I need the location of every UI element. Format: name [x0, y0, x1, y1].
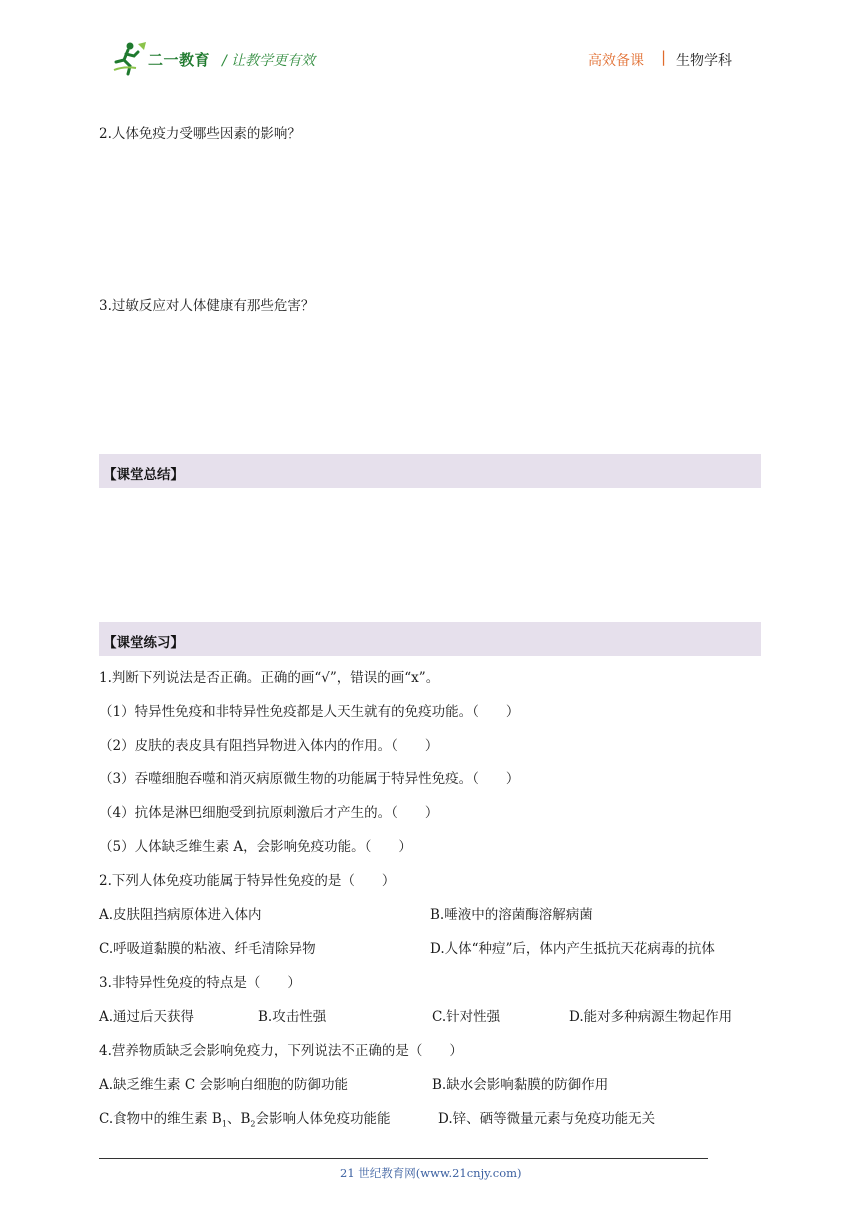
- section-practice-bar: [99, 622, 761, 656]
- practice-q2-option-a: A.皮肤阻挡病原体进入体内: [99, 907, 262, 923]
- logo-text: 二一教育: [148, 51, 211, 69]
- practice-q3-option-b: B.攻击性强: [258, 1009, 327, 1025]
- section-practice-title: 【课堂练习】: [103, 635, 184, 651]
- practice-q4-option-d: D.锌、硒等微量元素与免疫功能无关: [438, 1111, 656, 1127]
- practice-q2-option-c: C.呼吸道黏膜的粘液、纤毛清除异物: [99, 941, 316, 957]
- practice-q2-option-d: D.人体“种痘”后，体内产生抵抗天花病毒的抗体: [430, 941, 715, 957]
- practice-q1: 1.判断下列说法是否正确。正确的画“√”，错误的画“x”。: [99, 670, 440, 686]
- section-summary-title: 【课堂总结】: [103, 467, 184, 483]
- footer-text: 21 世纪教育网(www.21cnjy.com): [340, 1166, 522, 1180]
- header-subject: 生物学科: [676, 53, 732, 69]
- logo: [112, 40, 148, 80]
- question-2-immunity-factors: 2.人体免疫力受哪些因素的影响？: [99, 126, 301, 142]
- slogan: / 让教学更有效: [222, 53, 316, 69]
- practice-q1-item: （3）吞噬细胞吞噬和消灭病原微生物的功能属于特异性免疫。（ ）: [99, 771, 520, 787]
- practice-q2-option-b: B.唾液中的溶菌酶溶解病菌: [430, 907, 593, 923]
- practice-q4-option-c: C.食物中的维生素 $B_1$、$B_2$会影响人体免疫功能能: [99, 1111, 391, 1129]
- practice-q4-option-a: A.缺乏维生素 C 会影响白细胞的防御功能: [99, 1077, 348, 1093]
- practice-q3-option-c: C.针对性强: [432, 1009, 501, 1025]
- practice-q4: 4.营养物质缺乏会影响免疫力，下列说法不正确的是（ ）: [99, 1043, 463, 1059]
- practice-q3: 3.非特异性免疫的特点是（ ）: [99, 975, 301, 991]
- header-course: 高效备课: [588, 53, 644, 69]
- practice-q3-option-d: D.能对多种病源生物起作用: [569, 1009, 733, 1025]
- runner-logo-icon: [112, 40, 148, 76]
- practice-q1-item: （5）人体缺乏维生素 A，会影响免疫功能。（ ）: [99, 839, 412, 855]
- practice-q1-item: （1）特异性免疫和非特异性免疫都是人天生就有的免疫功能。（ ）: [99, 704, 520, 720]
- practice-q1-item: （2）皮肤的表皮具有阻挡异物进入体内的作用。（ ）: [99, 738, 439, 754]
- section-summary-bar: [99, 454, 761, 488]
- header-separator: |: [661, 48, 667, 66]
- question-3-allergy-harm: 3.过敏反应对人体健康有那些危害？: [99, 298, 315, 314]
- footer-divider: [99, 1158, 708, 1159]
- practice-q4-option-b: B.缺水会影响黏膜的防御作用: [432, 1077, 609, 1093]
- practice-q1-item: （4）抗体是淋巴细胞受到抗原刺激后才产生的。（ ）: [99, 805, 439, 821]
- practice-q3-option-a: A.通过后天获得: [99, 1009, 195, 1025]
- practice-q2: 2.下列人体免疫功能属于特异性免疫的是（ ）: [99, 873, 396, 889]
